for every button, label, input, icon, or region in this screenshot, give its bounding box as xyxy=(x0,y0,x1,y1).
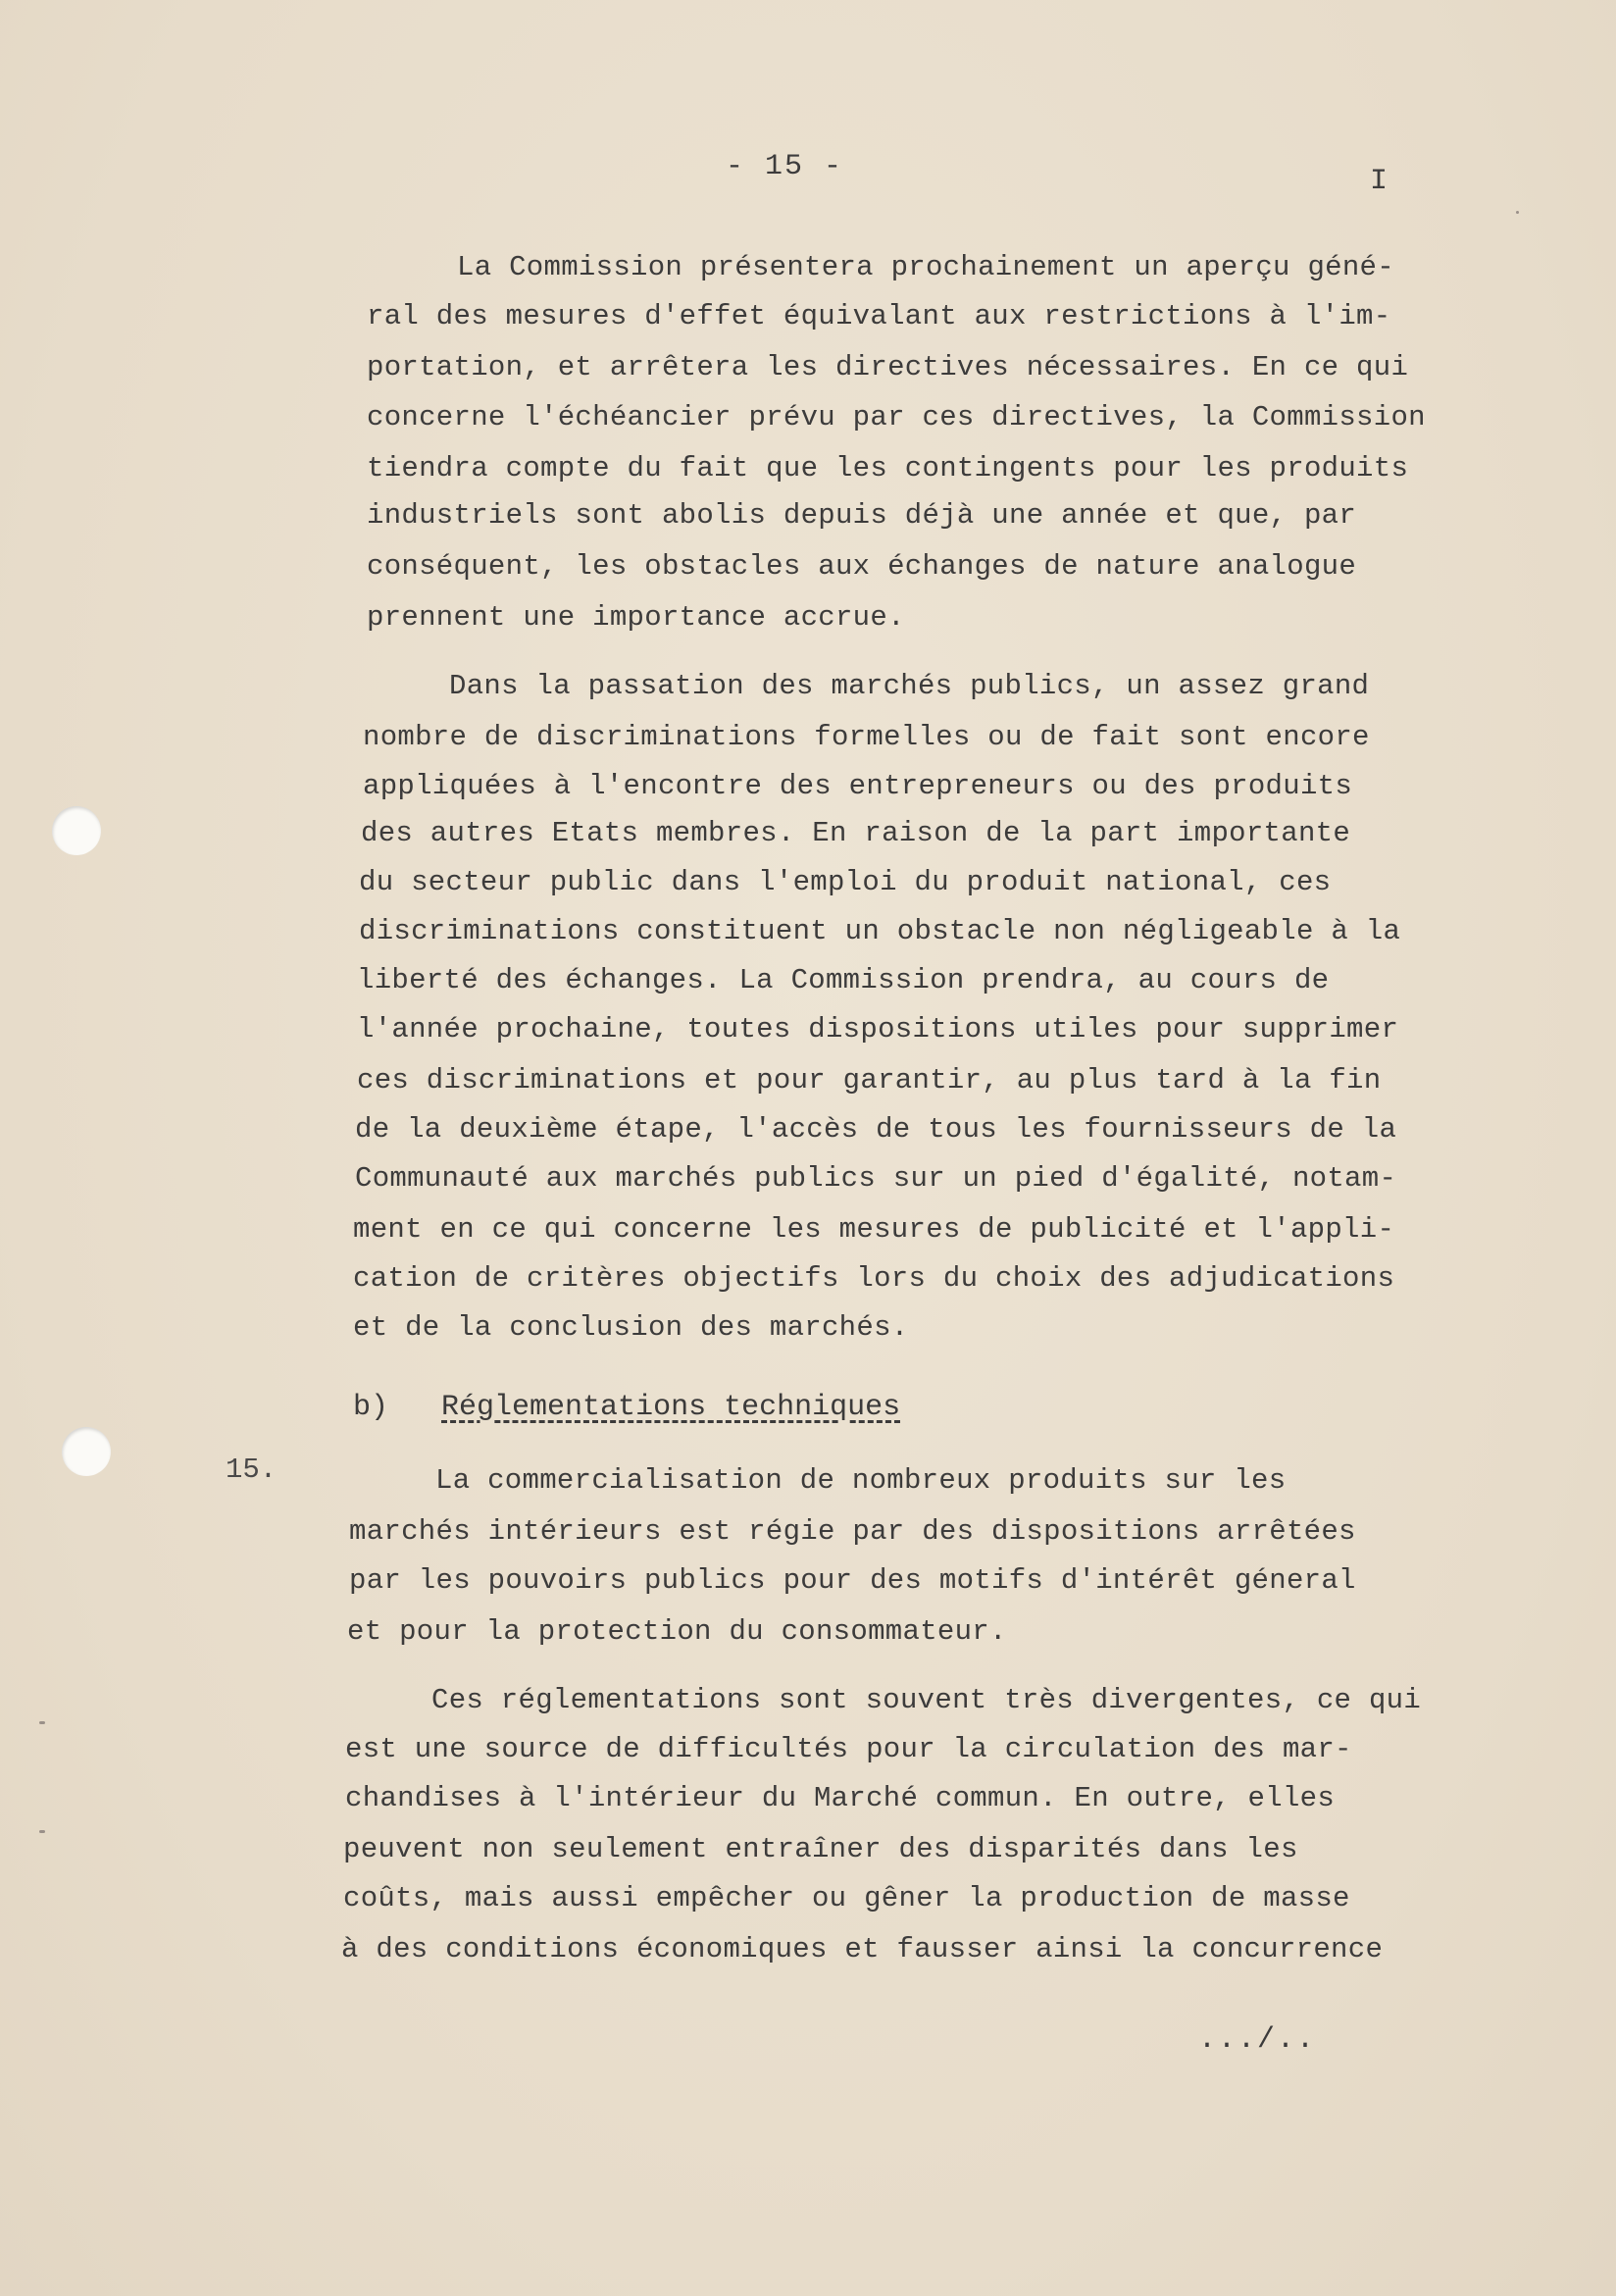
text-line: et de la conclusion des marchés. xyxy=(353,1311,909,1344)
text-line: des autres Etats membres. En raison de la part importante xyxy=(361,817,1351,849)
text-line: par les pouvoirs publics pour des motifs d'intérêt géneral xyxy=(349,1564,1356,1597)
text-line: chandises à l'intérieur du Marché commun. En outre, elles xyxy=(345,1782,1336,1814)
punch-hole xyxy=(52,806,101,855)
text-line: cation de critères objectifs lors du choix des adjudications xyxy=(353,1262,1395,1295)
text-line: appliquées à l'encontre des entrepreneurs ou des produits xyxy=(363,770,1353,802)
text-line: marchés intérieurs est régie par des dispositions arrêtées xyxy=(349,1515,1356,1548)
text-line: Dans la passation des marchés publics, un assez grand xyxy=(449,670,1370,702)
page-number: - 15 - xyxy=(726,150,844,183)
text-line: Ces réglementations sont souvent très divergentes, ce qui xyxy=(431,1684,1422,1716)
text-line: portation, et arrêtera les directives nécessaires. En ce qui xyxy=(367,351,1409,383)
text-line: ment en ce qui concerne les mesures de publicité et l'appli- xyxy=(353,1213,1395,1246)
text-line: liberté des échanges. La Commission prendra, au cours de xyxy=(357,964,1330,996)
text-line: industriels sont abolis depuis déjà une année et que, par xyxy=(367,499,1357,532)
text-line: ral des mesures d'effet équivalant aux restrictions à l'im- xyxy=(367,300,1391,332)
text-line: et pour la protection du consommateur. xyxy=(347,1615,1007,1648)
text-line: de la deuxième étape, l'accès de tous les fournisseurs de la xyxy=(355,1113,1397,1146)
text-line: tiendra compte du fait que les contingents pour les produits xyxy=(367,452,1409,485)
text-line: du secteur public dans l'emploi du produit national, ces xyxy=(359,866,1332,898)
text-line: coûts, mais aussi empêcher ou gêner la production de masse xyxy=(343,1882,1350,1914)
edge-mark xyxy=(39,1721,45,1724)
text-line: La Commission présentera prochainement un aperçu géné- xyxy=(457,251,1394,283)
margin-paragraph-number: 15. xyxy=(226,1454,278,1486)
text-line: est une source de difficultés pour la circulation des mar- xyxy=(345,1733,1352,1765)
edge-mark xyxy=(1516,211,1519,214)
text-line: nombre de discriminations formelles ou de fait sont encore xyxy=(363,721,1370,753)
annex-mark: I xyxy=(1370,165,1389,198)
continuation-marker: .../.. xyxy=(1198,2023,1317,2057)
text-line: Communauté aux marchés publics sur un pied d'égalité, notam- xyxy=(355,1162,1397,1195)
text-line: ces discriminations et pour garantir, au plus tard à la fin xyxy=(357,1064,1382,1097)
text-line: concerne l'échéancier prévu par ces directives, la Commission xyxy=(367,401,1426,434)
text-line: peuvent non seulement entraîner des disparités dans les xyxy=(343,1833,1298,1865)
text-line: discriminations constituent un obstacle non négligeable à la xyxy=(359,915,1401,947)
text-line: conséquent, les obstacles aux échanges de nature analogue xyxy=(367,550,1357,583)
edge-mark xyxy=(39,1830,45,1833)
punch-hole xyxy=(62,1427,111,1476)
text-line: La commercialisation de nombreux produits sur les xyxy=(435,1464,1287,1497)
text-line: l'année prochaine, toutes dispositions utiles pour supprimer xyxy=(357,1013,1399,1046)
text-line: prennent une importance accrue. xyxy=(367,601,905,634)
section-heading xyxy=(353,1391,900,1424)
section-label: b) xyxy=(353,1391,389,1424)
section-title: Réglementations techniques xyxy=(441,1391,901,1424)
text-line: à des conditions économiques et fausser ainsi la concurrence xyxy=(341,1933,1384,1965)
